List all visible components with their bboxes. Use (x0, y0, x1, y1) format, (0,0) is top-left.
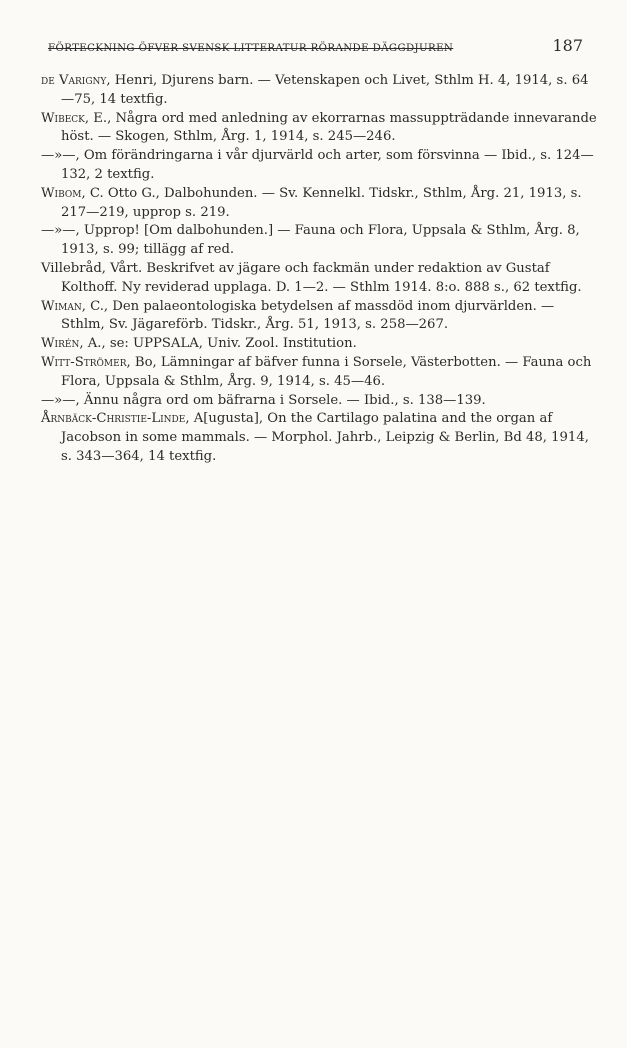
bibliography-entry (41, 335, 597, 354)
entry-text: , C. Otto G., Dalbohunden. — Sv. Kennelkl. Tidskr., Sthlm, Årg. 21, 1913, s. 217—219, upprop s. 219. (61, 185, 582, 220)
entry-author: Wibom (41, 185, 82, 201)
entry-text: —»—, Ännu några ord om bäfrarna i Sorsele. — Ibid., s. 138—139. (41, 392, 486, 408)
entry-author: de Varigny (41, 73, 107, 88)
entry-text: , A., se: UPPSALA, Univ. Zool. Institution. (79, 336, 357, 352)
entry-text: , C., Den palaeontologiska betydelsen af massdöd inom djurvärlden. — Sthlm, Sv. Jägareförb. Tidskr., Årg. 51, 1913, s. 258—267. (61, 298, 555, 333)
bibliography-entry (41, 260, 597, 298)
entry-author: Wibeck (41, 110, 85, 126)
bibliography-entry (41, 147, 597, 185)
bibliography-entry (41, 354, 597, 392)
bibliography-entry (41, 298, 597, 336)
bibliography-entry (41, 110, 597, 148)
bibliography-entry (41, 222, 597, 260)
page-number: 187 (552, 36, 583, 55)
entry-text: , E., Några ord med anledning av ekorrarnas massuppträdande innevarande höst. — Skogen, Sthlm, Årg. 1, 1914, s. 245—246. (61, 110, 597, 145)
entry-text: , Henri, Djurens barn. — Vetenskapen och Livet, Sthlm H. 4, 1914, s. 64—75, 14 textfig. (61, 73, 589, 107)
bibliography-entry (41, 392, 597, 411)
entry-author: Witt-Strömer (41, 354, 127, 370)
entry-author: Wiman (41, 298, 82, 314)
bibliography-list (41, 72, 597, 467)
entry-text: , A[ugusta], On the Cartilago palatina and the organ af Jacobson in some mammals. — Morphol. Jahrb., Leipzig & Berlin, Bd 48, 1914, s. 343—364, 14 textfig. (61, 411, 589, 464)
bibliography-entry (41, 72, 597, 110)
entry-text: Villebråd, Vårt. Beskrifvet av jägare och fackmän under redaktion av Gustaf Kolthoff. Ny reviderad upplaga. D. 1—2. — Sthlm 1914. 8:o. 888 s., 62 textfig. (41, 260, 582, 295)
entry-text: , Bo, Lämningar af bäfver funna i Sorsele, Västerbotten. — Fauna och Flora, Uppsala & Sthlm, Årg. 9, 1914, s. 45—46. (61, 354, 592, 389)
entry-author: Årnbäck-Christie-Linde (41, 411, 186, 427)
bibliography-entry (41, 410, 597, 466)
entry-author: Wirén (41, 336, 80, 352)
running-title: FÖRTECKNING ÖFVER SVENSK LITTERATUR RÖRANDE DÄGGDJUREN (48, 43, 454, 54)
bibliography-entry (41, 185, 597, 223)
entry-text: —»—, Om förändringarna i vår djurvärld och arter, som försvinna — Ibid., s. 124—132, 2 textfig. (41, 148, 594, 182)
running-header (48, 36, 583, 55)
entry-text: —»—, Upprop! [Om dalbohunden.] — Fauna och Flora, Uppsala & Sthlm, Årg. 8, 1913, s. 99; tillägg af red. (41, 223, 580, 258)
